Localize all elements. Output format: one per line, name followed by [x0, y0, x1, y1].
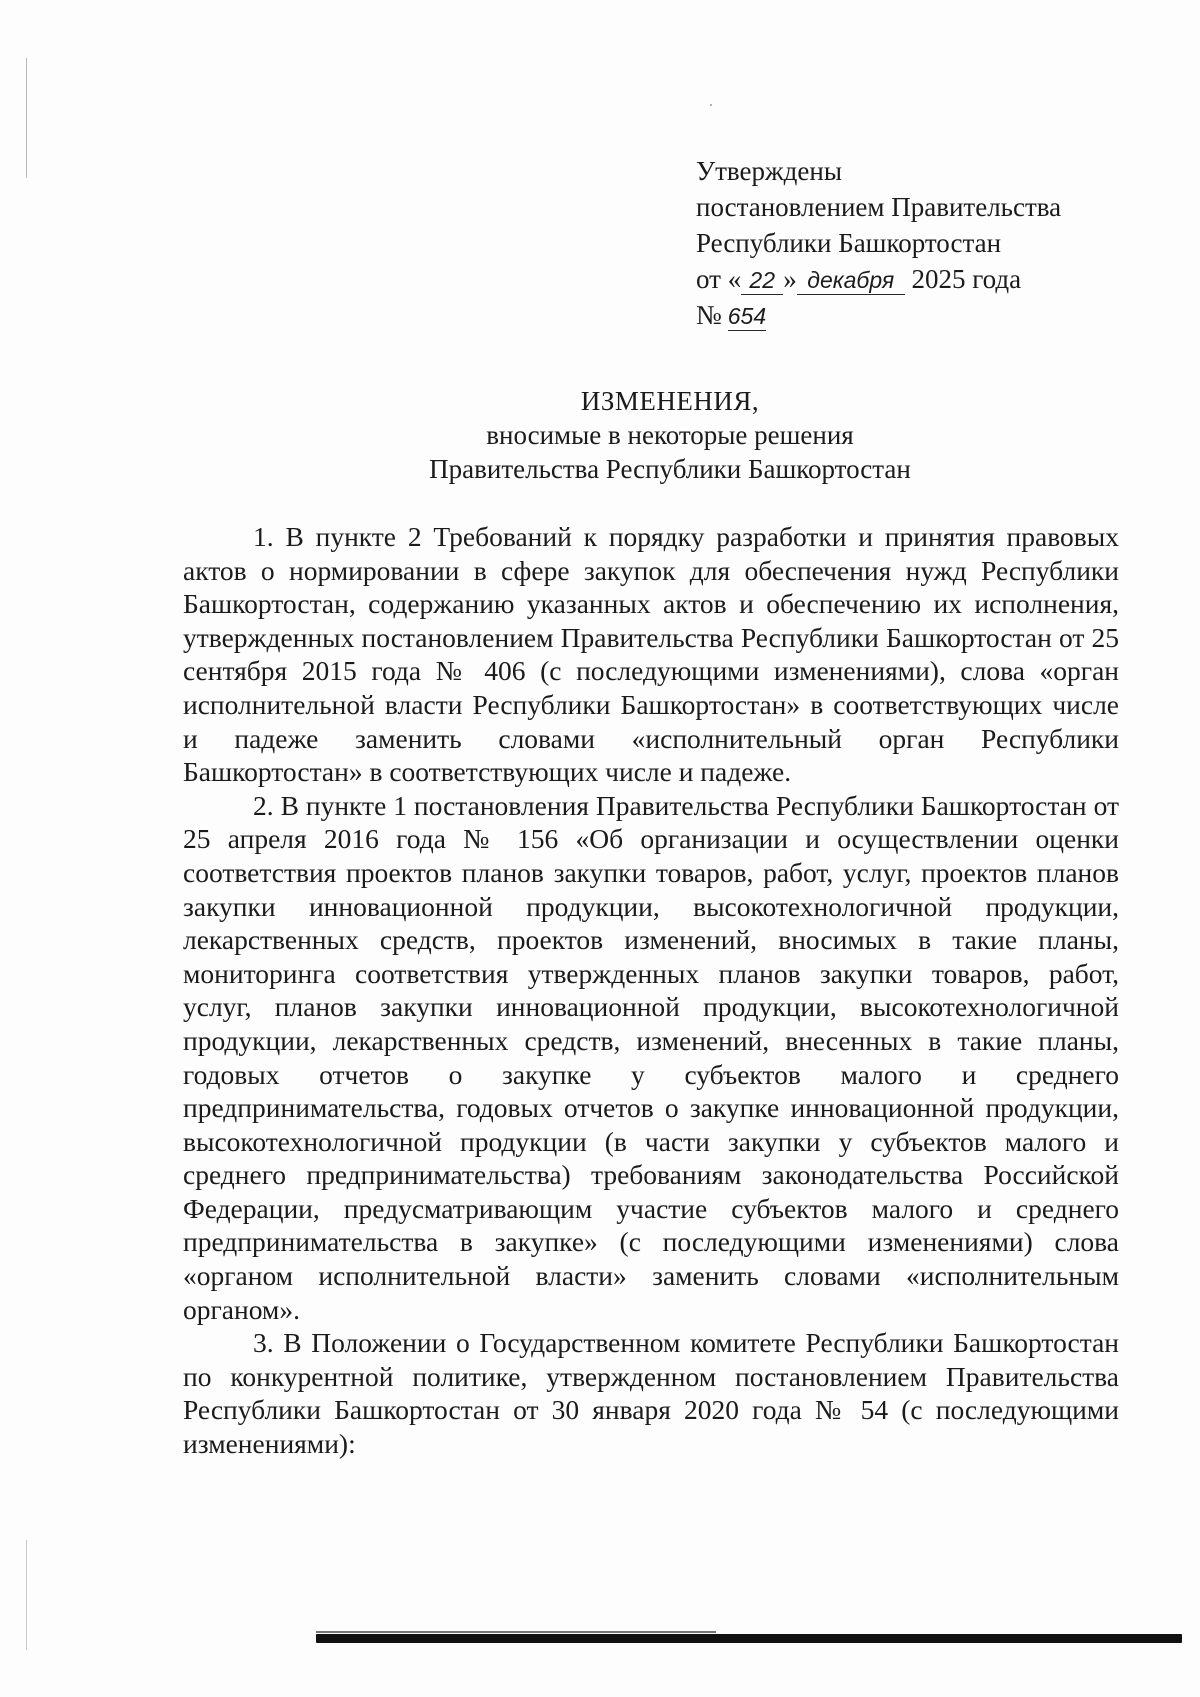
document-number: 654 — [727, 303, 767, 329]
scan-speck — [710, 104, 712, 106]
number-prefix: № — [696, 300, 722, 330]
title-subtitle-2: Правительства Республики Башкортостан — [429, 454, 911, 484]
paragraph-1: 1. В пункте 2 Требований к порядку разработки и принятия правовых актов о нормировании в сфере закупок для обеспечения нужд Республики Башкортостан, содержанию указанных актов и обеспечению их исполнения, утвержденных постановлением Правительства Республики Башкортостан от 25 сентября 2015 года № 406 (с последующими изменениями), слова «орган исполнительной власти Республики Башкортостан» в соответствующих числе и падеже заменить словами «исполнительный орган Республики Башкортостан» в соответствующих числе и падеже. — [183, 521, 1119, 788]
paragraph-3: 3. В Положении о Государственном комитете Республики Башкортостан по конкурентной политике, утвержденном постановлением Правительства Республики Башкортостан от 30 января 2020 года № 54 (с последующими изменениями): — [183, 1327, 1119, 1460]
scan-edge-mark — [26, 58, 27, 178]
date-mid: » — [783, 264, 797, 294]
approval-date-line — [696, 261, 1136, 297]
date-year: 2025 года — [911, 264, 1022, 294]
approval-line-3: Республики Башкортостан — [696, 228, 1002, 258]
approval-number-line — [696, 297, 1136, 333]
date-month: декабря — [797, 266, 905, 295]
scan-bottom-rule — [316, 1634, 1182, 1643]
date-day: 22 — [741, 266, 783, 295]
approval-line-1: Утверждены — [696, 156, 842, 186]
document-title — [170, 384, 1170, 486]
approval-block — [696, 153, 1136, 333]
title-heading: ИЗМЕНЕНИЯ, — [580, 386, 760, 416]
approval-line-2: постановлением Правительства — [696, 192, 1062, 222]
document-body — [183, 520, 1119, 1461]
paragraph-2: 2. В пункте 1 постановления Правительства Республики Башкортостан от 25 апреля 2016 года № 156 «Об организации и осуществлении оценки соответствия проектов планов закупки товаров, работ, услуг, проектов планов закупки инновационной продукции, высокотехнологичной продукции, лекарственных средств, проектов изменений, вносимых в такие планы, мониторинга соответствия утвержденных планов закупки товаров, работ, услуг, планов закупки инновационной продукции, высокотехнологичной продукции, лекарственных средств, изменений, внесенных в такие планы, годовых отчетов о закупке у субъектов малого и среднего предпринимательства, годовых отчетов о закупке инновационной продукции, высокотехнологичной продукции (в части закупки у субъектов малого и среднего предпринимательства) требованиям законодательства Российской Федерации, предусматривающим участие субъектов малого и среднего предпринимательства в закупке» (с последующими изменениями) слова «органом исполнительной власти» заменить словами «исполнительным органом». — [183, 789, 1119, 1325]
date-prefix: от « — [696, 264, 742, 294]
title-subtitle-1: вносимые в некоторые решения — [486, 420, 854, 450]
scan-edge-mark — [26, 1540, 27, 1650]
scan-bottom-rule-thin — [316, 1631, 716, 1633]
